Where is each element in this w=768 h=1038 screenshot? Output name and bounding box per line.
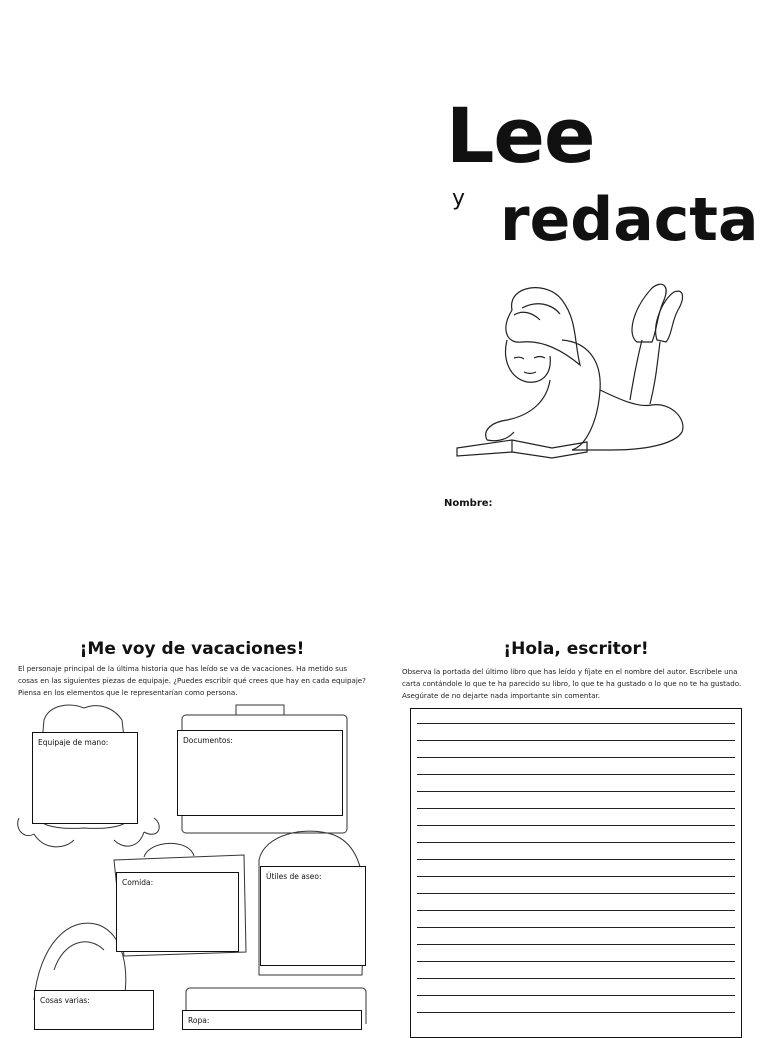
writing-line	[417, 910, 735, 911]
title-lee: Lee	[446, 91, 595, 180]
writing-line	[417, 961, 735, 962]
box-documents-label: Documentos:	[183, 736, 233, 745]
box-food[interactable]	[116, 872, 239, 952]
box-toiletries[interactable]	[260, 866, 366, 966]
writing-line	[417, 757, 735, 758]
title-redacta: redacta	[500, 185, 759, 255]
letter-writing-area[interactable]	[410, 708, 742, 1038]
writing-line	[417, 944, 735, 945]
writing-line	[417, 825, 735, 826]
vacation-instructions: El personaje principal de la última historia que has leído se va de vacaciones. Ha metido sus cosas en las siguientes piezas de equipaje. ¿Puedes escribir qué crees que hay en cada equipaje? Piensa en los elementos que le representarían como persona.	[18, 664, 366, 697]
writing-line	[417, 808, 735, 809]
box-toiletries-label: Útiles de aseo:	[266, 872, 322, 881]
writing-line	[417, 859, 735, 860]
title-connector: y	[452, 186, 466, 211]
writing-line	[417, 1012, 735, 1013]
box-hand-luggage-label: Equipaje de mano:	[38, 738, 109, 747]
box-food-label: Comida:	[122, 878, 154, 887]
box-documents[interactable]	[177, 730, 343, 816]
writing-line	[417, 876, 735, 877]
writing-line	[417, 723, 735, 724]
name-label: Nombre:	[444, 498, 493, 509]
writing-line	[417, 978, 735, 979]
writer-title: ¡Hola, escritor!	[503, 639, 649, 659]
box-misc-label: Cosas varias:	[40, 996, 90, 1005]
vacation-title: ¡Me voy de vacaciones!	[79, 639, 305, 659]
box-hand-luggage[interactable]	[32, 732, 138, 824]
box-misc[interactable]	[34, 990, 154, 1030]
box-clothes[interactable]	[182, 1010, 362, 1030]
writing-line	[417, 791, 735, 792]
writing-line	[417, 774, 735, 775]
box-clothes-label: Ropa:	[188, 1016, 210, 1025]
writing-line	[417, 740, 735, 741]
girl-reading-illustration	[452, 280, 692, 462]
writing-line	[417, 842, 735, 843]
writer-instructions: Observa la portada del último libro que has leído y fíjate en el nombre del autor. Escríbele una carta contándole lo que te ha parecido su libro, lo que te ha gustado o lo que no te ha gustado. Asegúrate de no dejarte nada importante sin comentar.	[402, 667, 742, 700]
writing-line	[417, 927, 735, 928]
writing-line	[417, 995, 735, 996]
writing-line	[417, 893, 735, 894]
